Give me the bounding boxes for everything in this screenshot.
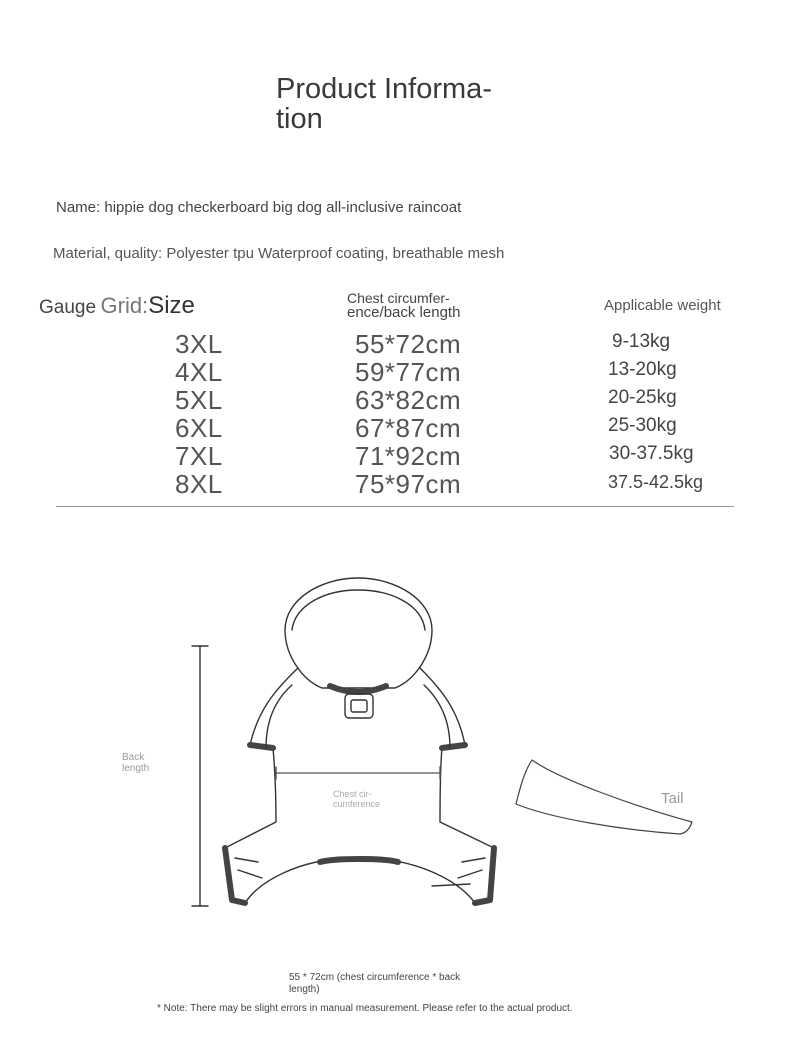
measurement-note: * Note: There may be slight errors in manual measurement. Please refer to the actual product.: [157, 1003, 573, 1014]
chest-back-cell: 63*82cm: [355, 385, 462, 415]
header-grid: Grid:: [100, 293, 149, 318]
size-column-header: [39, 292, 195, 320]
raincoat-diagram: [0, 560, 790, 930]
chest-back-cell: 67*87cm: [355, 413, 462, 443]
hood-outline: [285, 578, 432, 688]
weight-cell: 25-30kg: [608, 415, 677, 436]
page-title: Product Informa- tion: [276, 73, 492, 135]
divider-line: [56, 506, 734, 507]
chest-label-line2: cumference: [333, 799, 381, 809]
chest-back-cell: 55*72cm: [355, 329, 462, 359]
weight-cell: 20-25kg: [608, 387, 677, 408]
chest-label-line1: Chest cir-: [333, 789, 372, 799]
material-line: Material, quality: Polyester tpu Waterproof coating, breathable mesh: [53, 245, 505, 262]
weight-cell: 9-13kg: [612, 331, 671, 352]
back-length-label-line2: length: [122, 763, 150, 774]
size-cell: 7XL: [175, 441, 223, 471]
tail-label: Tail: [661, 790, 684, 807]
size-cell: 4XL: [175, 357, 223, 387]
weight-cell: 30-37.5kg: [609, 443, 694, 464]
weight-cell: 37.5-42.5kg: [608, 472, 704, 492]
chest-back-cell: 59*77cm: [355, 357, 462, 387]
measurement-caption: [289, 972, 460, 996]
size-cell: 6XL: [175, 413, 223, 443]
header-chest-line2: ence/back length: [347, 304, 461, 321]
caption-line1: 55 * 72cm (chest circumference * back: [289, 972, 461, 983]
header-gauge: Gauge: [39, 297, 97, 318]
back-length-label-line1: Back: [122, 752, 145, 763]
size-cell: 8XL: [175, 469, 223, 499]
caption-line2: length): [289, 984, 320, 995]
product-name-line: Name: hippie dog checkerboard big dog all-inclusive raincoat: [56, 199, 462, 216]
size-cell: 5XL: [175, 385, 223, 415]
header-size: Size: [148, 292, 195, 319]
weight-cell: 13-20kg: [608, 359, 677, 380]
weight-column-header: Applicable weight: [604, 297, 721, 314]
header-chest-line1: Chest circumfer-: [347, 290, 450, 306]
size-cell: 3XL: [175, 329, 223, 359]
chest-column-header: [347, 291, 460, 320]
chest-circumference-label: [333, 789, 380, 809]
chest-back-cell: 71*92cm: [355, 441, 462, 471]
chest-back-cell: 75*97cm: [355, 469, 462, 499]
raincoat-body: [225, 668, 494, 903]
back-length-label: [122, 752, 149, 774]
